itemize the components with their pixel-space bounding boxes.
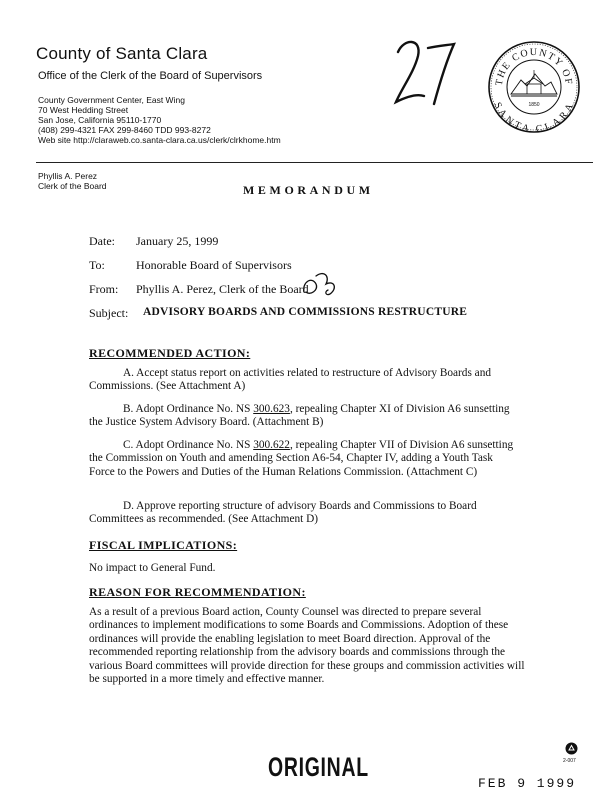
recommended-action-heading: RECOMMENDED ACTION: bbox=[89, 346, 251, 360]
to-label: To: bbox=[89, 258, 105, 272]
reason-heading: REASON FOR RECOMMENDATION: bbox=[89, 585, 306, 599]
office-name: Office of the Clerk of the Board of Supervisors bbox=[38, 70, 263, 82]
ordinance-number: 300.622 bbox=[253, 439, 290, 451]
recycle-code: 2-007 bbox=[563, 758, 576, 764]
county-seal-icon bbox=[487, 40, 581, 134]
action-item-c: C. Adopt Ordinance No. NS 300.622, repealing Chapter VII of Division A6 sunsetting the Commission on Youth and amending Section A6-54, Chapter IV, adding a Youth Task Force to the Powers and Duties of the Human Relations Commission. (Attachment C) bbox=[89, 439, 514, 478]
action-item-b: B. Adopt Ordinance No. NS 300.623, repealing Chapter XI of Division A6 sunsetting the Justice System Advisory Board. (Attachment B) bbox=[89, 403, 510, 429]
date-label: Date: bbox=[89, 234, 115, 248]
reason-text: As a result of a previous Board action, County Counsel was directed to prepare several ordinances to implement modifications to some Boards and Commissions. Adoption of these ordinances will provide the enabling legislation to meet Board direction. Approval of the recommended reporting relationship from the advisory boards and commissions through the various Board committees will provide direction for these groups and commission activities will be supported in a more timely and effective manner. bbox=[89, 606, 525, 686]
signer-name: Phyllis A. Perez bbox=[38, 171, 98, 181]
phone-line: (408) 299-4321 FAX 299-8460 TDD 993-8272 bbox=[38, 125, 211, 135]
action-item-d: D. Approve reporting structure of advisory Boards and Commissions to Board Committees as recommended. (See Attachment D) bbox=[89, 500, 477, 526]
original-stamp: ORIGINAL bbox=[268, 752, 369, 782]
subject-label: Subject: bbox=[89, 306, 129, 320]
svg-text:SANTA CLARA: SANTA CLARA bbox=[491, 100, 577, 134]
from-label: From: bbox=[89, 282, 119, 296]
address-line: San Jose, California 95110-1770 bbox=[38, 115, 162, 125]
fiscal-implications-heading: FISCAL IMPLICATIONS: bbox=[89, 538, 238, 552]
to-value: Honorable Board of Supervisors bbox=[136, 258, 292, 272]
address-line: 70 West Hedding Street bbox=[38, 105, 129, 115]
received-date-stamp: FEB 9 1999 bbox=[478, 776, 577, 791]
date-value: January 25, 1999 bbox=[136, 234, 219, 248]
handwritten-number bbox=[392, 36, 458, 106]
svg-text:THE COUNTY OF: THE COUNTY OF bbox=[493, 46, 575, 87]
header-divider bbox=[36, 162, 593, 163]
website-line: Web site http://claraweb.co.santa-clara.ca.us/clerk/clrkhome.htm bbox=[38, 135, 281, 145]
organization-name: County of Santa Clara bbox=[36, 44, 208, 63]
memo-title: MEMORANDUM bbox=[243, 183, 374, 197]
svg-text:1850: 1850 bbox=[528, 102, 540, 108]
action-item-a: A. Accept status report on activities related to restructure of Advisory Boards and Commissions. (See Attachment A) bbox=[89, 367, 491, 393]
signer-title: Clerk of the Board bbox=[38, 181, 107, 191]
subject-value: ADVISORY BOARDS AND COMMISSIONS RESTRUCTURE bbox=[143, 306, 468, 318]
initials-signature-icon bbox=[300, 266, 344, 300]
fiscal-text: No impact to General Fund. bbox=[89, 562, 216, 574]
address-line: County Government Center, East Wing bbox=[38, 95, 185, 105]
from-value: Phyllis A. Perez, Clerk of the Board bbox=[136, 282, 309, 296]
recycle-icon bbox=[565, 742, 578, 755]
ordinance-number: 300.623 bbox=[253, 403, 290, 415]
